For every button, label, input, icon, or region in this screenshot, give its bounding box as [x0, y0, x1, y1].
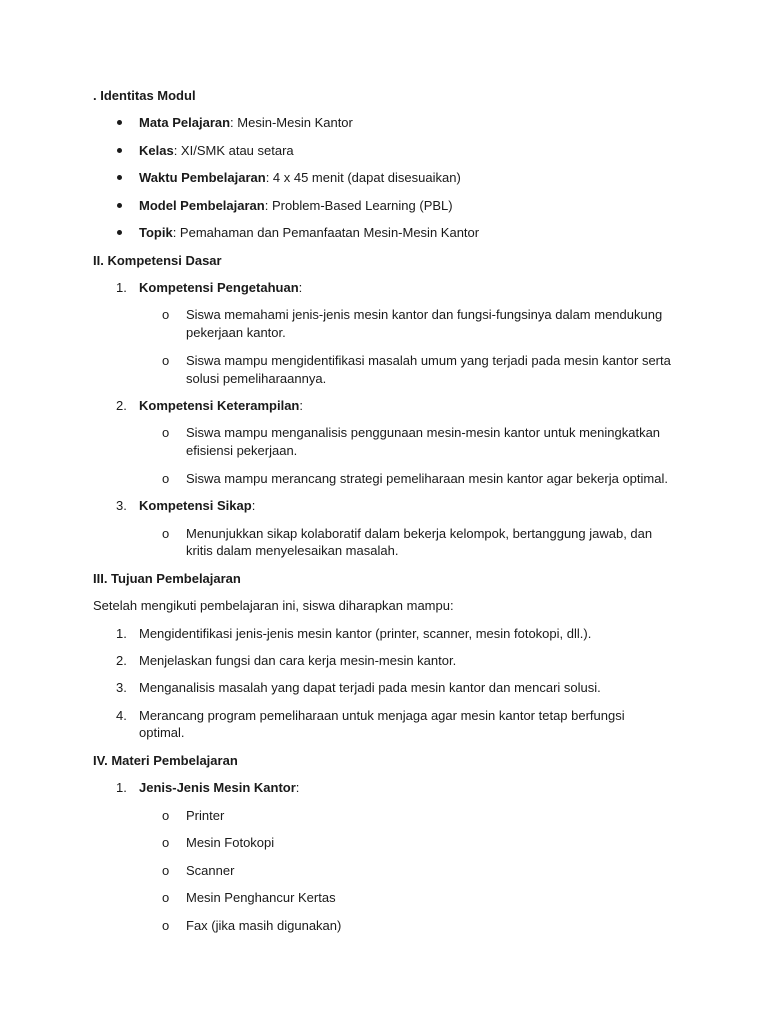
list-item-line: Mengidentifikasi jenis-jenis mesin kantor (printer, scanner, mesin fotokopi, dll.).: [139, 626, 592, 641]
group-label-keterampilan: Kompetensi Keterampilan:: [139, 398, 303, 413]
bullet-icon: [117, 148, 122, 153]
list-item-line: Siswa memahami jenis-jenis mesin kantor dan fungsi-fungsinya dalam mendukung: [186, 307, 663, 322]
list-number: 3.: [116, 680, 127, 695]
list-item-line: Mesin Penghancur Kertas: [186, 890, 336, 905]
list-item-kelas: Kelas: XI/SMK atau setara: [139, 143, 294, 158]
group-label-sikap: Kompetensi Sikap:: [139, 498, 256, 513]
list-number: 4.: [116, 708, 127, 723]
list-item-line: Menunjukkan sikap kolaboratif dalam bekerja kelompok, bertanggung jawab, dan: [186, 526, 653, 541]
list-item-line: Merancang program pemeliharaan untuk menjaga agar mesin kantor tetap berfungsi: [139, 708, 625, 723]
list-item-line: Printer: [186, 808, 225, 823]
sub-bullet-icon: o: [162, 471, 170, 486]
section-heading-kompetensi: II. Kompetensi Dasar: [93, 253, 222, 268]
intro-text: Setelah mengikuti pembelajaran ini, siswa diharapkan mampu:: [93, 598, 454, 613]
list-item-line: Siswa mampu merancang strategi pemeliharaan mesin kantor agar bekerja optimal.: [186, 471, 668, 486]
list-item-line: solusi pemeliharaannya.: [186, 371, 327, 386]
sub-bullet-icon: o: [162, 353, 170, 368]
section-heading-tujuan: III. Tujuan Pembelajaran: [93, 571, 241, 586]
list-number: 3.: [116, 498, 127, 513]
list-item-line: efisiensi pekerjaan.: [186, 443, 298, 458]
list-number: 1.: [116, 780, 127, 795]
list-item-line: optimal.: [139, 725, 185, 740]
list-number: 2.: [116, 653, 127, 668]
group-label-pengetahuan: Kompetensi Pengetahuan:: [139, 280, 303, 295]
sub-bullet-icon: o: [162, 863, 170, 878]
list-number: 1.: [116, 280, 127, 295]
sub-bullet-icon: o: [162, 425, 170, 440]
list-item-line: Siswa mampu mengidentifikasi masalah umum yang terjadi pada mesin kantor serta: [186, 353, 671, 368]
bullet-icon: [117, 230, 122, 235]
bullet-icon: [117, 175, 122, 180]
list-item-line: Scanner: [186, 863, 235, 878]
bullet-icon: [117, 120, 122, 125]
sub-bullet-icon: o: [162, 835, 170, 850]
sub-bullet-icon: o: [162, 526, 170, 541]
list-item-mata-pelajaran: Mata Pelajaran: Mesin-Mesin Kantor: [139, 115, 353, 130]
list-item-line: Siswa mampu menganalisis penggunaan mesin-mesin kantor untuk meningkatkan: [186, 425, 661, 440]
list-item-topik: Topik: Pemahaman dan Pemanfaatan Mesin-Mesin Kantor: [139, 225, 480, 240]
list-item-line: Menganalisis masalah yang dapat terjadi pada mesin kantor dan mencari solusi.: [139, 680, 601, 695]
sub-bullet-icon: o: [162, 307, 170, 322]
group-label-jenis: Jenis-Jenis Mesin Kantor:: [139, 780, 300, 795]
list-number: 1.: [116, 626, 127, 641]
list-item-line: Fax (jika masih digunakan): [186, 918, 342, 933]
sub-bullet-icon: o: [162, 890, 170, 905]
list-item-line: kritis dalam menyelesaikan masalah.: [186, 543, 399, 558]
section-heading-materi: IV. Materi Pembelajaran: [93, 753, 238, 768]
sub-bullet-icon: o: [162, 808, 170, 823]
sub-bullet-icon: o: [162, 918, 170, 933]
list-item-line: Menjelaskan fungsi dan cara kerja mesin-mesin kantor.: [139, 653, 457, 668]
section-heading-identitas: . Identitas Modul: [93, 88, 196, 103]
list-item-model: Model Pembelajaran: Problem-Based Learning (PBL): [139, 198, 453, 213]
list-number: 2.: [116, 398, 127, 413]
list-item-line: pekerjaan kantor.: [186, 325, 286, 340]
list-item-waktu: Waktu Pembelajaran: 4 x 45 menit (dapat disesuaikan): [139, 170, 461, 185]
list-item-line: Mesin Fotokopi: [186, 835, 275, 850]
bullet-icon: [117, 203, 122, 208]
